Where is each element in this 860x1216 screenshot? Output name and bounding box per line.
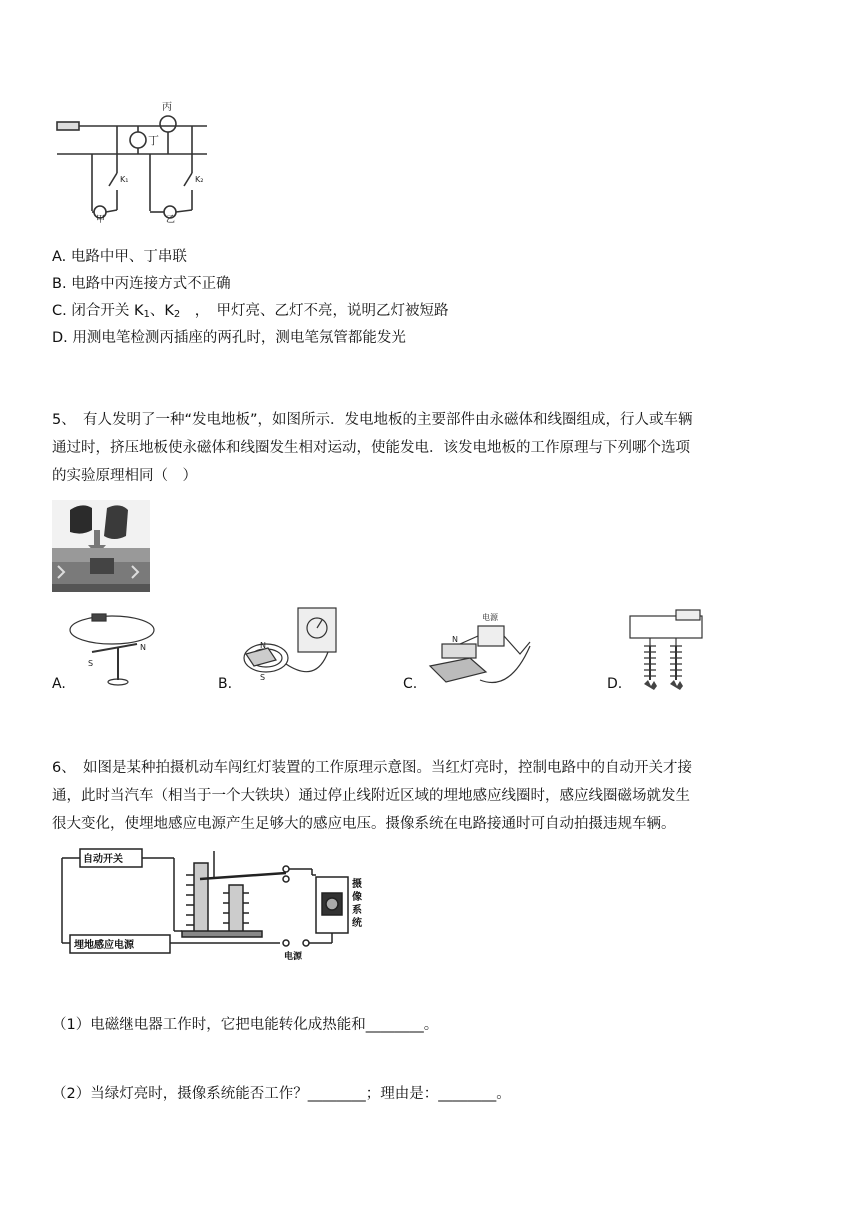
q5-line-3: 的实验原理相同（ ）	[52, 468, 197, 484]
svg-text:S: S	[88, 659, 94, 668]
q6-subquestion-1: （1）电磁继电器工作时，它把电能转化成热能和________。	[52, 1017, 439, 1033]
q6-camera-label-3: 系	[352, 905, 362, 916]
q4-option-a: A. 电路中甲、丁串联	[52, 249, 187, 265]
q5-option-d-label: D.	[607, 676, 623, 692]
q6-power-label: 电源	[284, 952, 303, 962]
q6-line-2: 通，此时当汽车（相当于一个大铁块）通过停止线附近区域的埋地感应线圈时，感应线圈磁场就发生	[52, 788, 690, 804]
label-k1: K₁	[120, 175, 129, 184]
q4-option-b: B. 电路中丙连接方式不正确	[52, 276, 231, 292]
q4-circuit-diagram	[52, 98, 217, 223]
q4-option-d: D. 用测电笔检测丙插座的两孔时，测电笔氖管都能发光	[52, 330, 406, 346]
q6-line-1: 6、 如图是某种拍摄机动车闯红灯装置的工作原理示意图。当红灯亮时，控制电路中的自动开关才接	[52, 760, 692, 776]
q6-auto-switch-label: 自动开关	[83, 854, 123, 865]
q5-stem	[52, 406, 812, 490]
q5-line-2: 通过时，挤压地板使永磁体和线圈发生相对运动，使能发电．该发电地板的工作原理与下列哪个选项	[52, 440, 690, 456]
q6-sensor-power-label: 埋地感应电源	[74, 940, 134, 951]
q5-option-a-figure	[62, 610, 162, 690]
q6-subquestion-2: （2）当绿灯亮时，摄像系统能否工作？________；理由是：________。	[52, 1086, 511, 1102]
label-jia: 甲	[96, 215, 106, 223]
q5-option-b-figure	[236, 604, 346, 690]
label-ding: 丁	[148, 134, 159, 147]
q4-option-c: C. 闭合开关 $K_1$、$K_2$ ， 甲灯亮、乙灯不亮，说明乙灯被短路	[52, 303, 449, 320]
label-yi: 乙	[166, 215, 176, 223]
q5-option-a-label: A.	[52, 676, 66, 692]
q6-stem	[52, 754, 812, 838]
q5-option-c-figure	[420, 606, 550, 690]
q5-line-1: 5、 有人发明了一种“发电地板”，如图所示．发电地板的主要部件由永磁体和线圈组成，行人或车辆	[52, 412, 693, 428]
q5-option-d-figure	[624, 606, 716, 694]
q5-option-c-power-label: 电源	[482, 613, 498, 622]
svg-text:N: N	[452, 635, 458, 644]
q5-floor-image	[52, 500, 150, 592]
svg-text:N: N	[260, 641, 266, 650]
q5-option-c-label: C.	[403, 676, 418, 692]
q6-camera-label-1: 摄	[352, 879, 362, 890]
svg-text:S: S	[260, 673, 266, 682]
label-k2: K₂	[195, 175, 204, 184]
label-bing: 丙	[162, 102, 172, 113]
svg-text:N: N	[140, 643, 146, 652]
q5-option-b-label: B.	[218, 676, 233, 692]
q6-relay-circuit-diagram	[54, 845, 374, 963]
q6-camera-label-2: 像	[352, 892, 362, 903]
q6-camera-label-4: 统	[352, 918, 362, 929]
q6-line-3: 很大变化，使埋地感应电源产生足够大的感应电压。摄像系统在电路接通时可自动拍摄违规车辆。	[52, 816, 676, 832]
